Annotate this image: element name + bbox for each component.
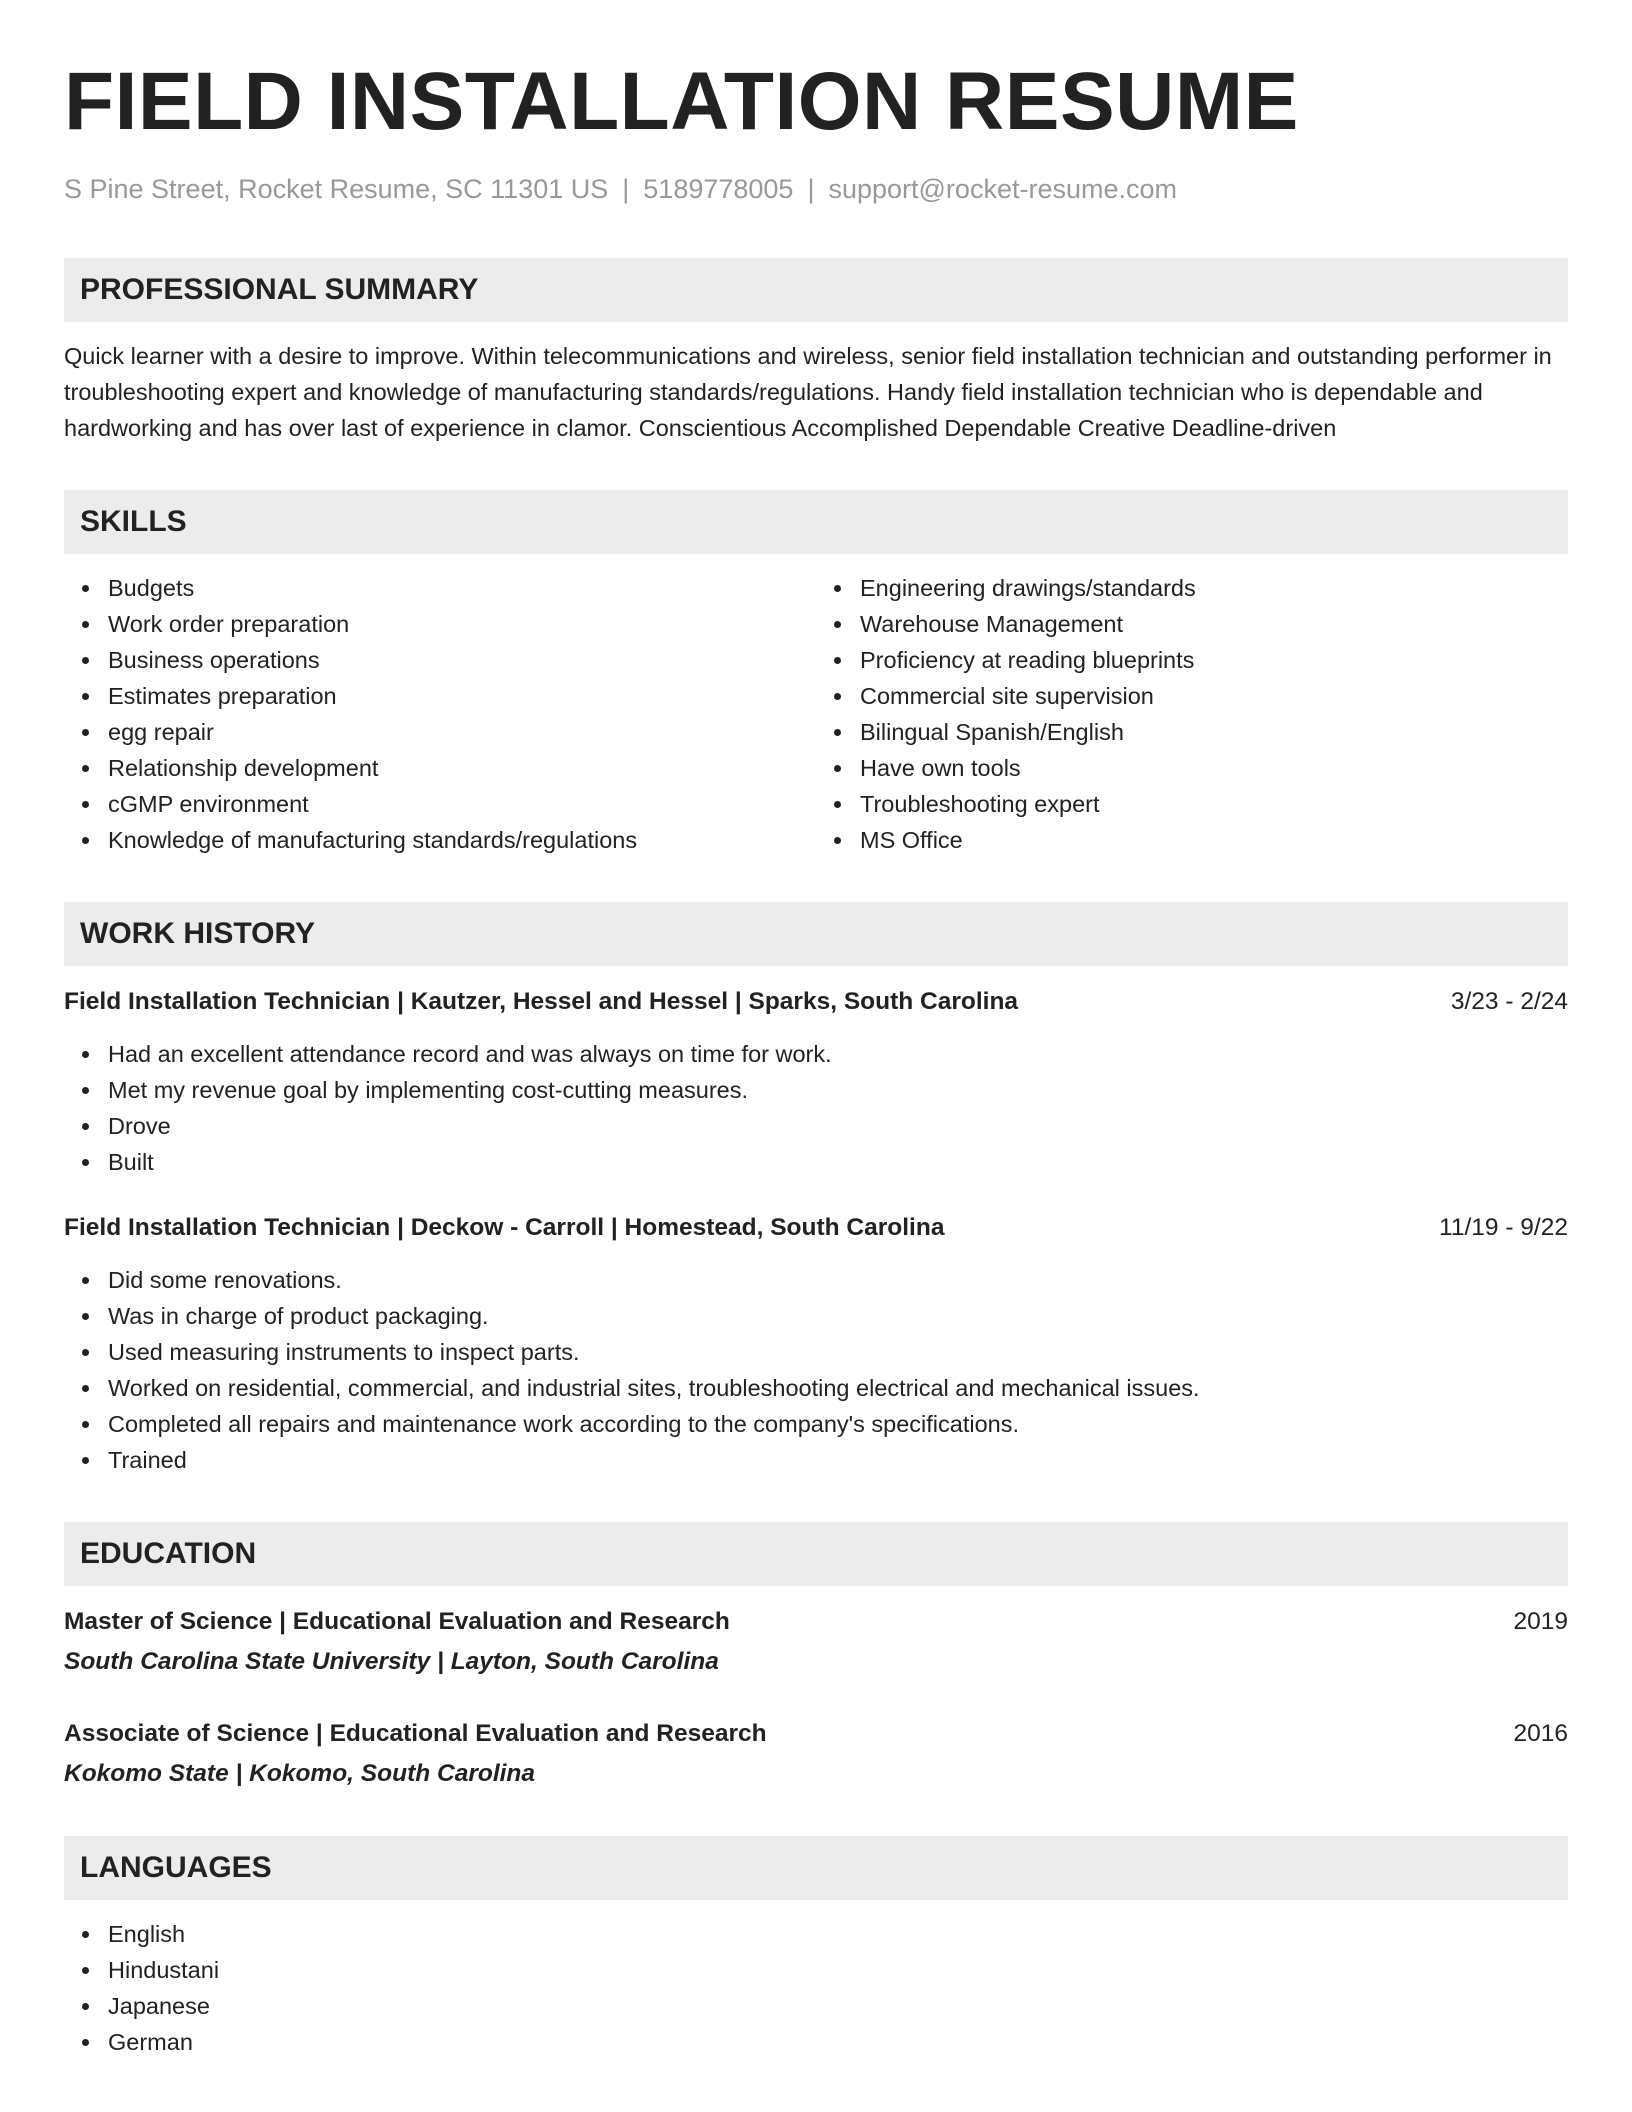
skills-heading: SKILLS xyxy=(64,490,1568,554)
language-item: Hindustani xyxy=(108,1952,1568,1988)
skills-left-column xyxy=(64,570,816,858)
languages-heading: LANGUAGES xyxy=(64,1836,1568,1900)
skill-item: Budgets xyxy=(108,570,816,606)
job-bullets xyxy=(64,1036,1568,1180)
skills-right-column xyxy=(816,570,1568,858)
skill-item: cGMP environment xyxy=(108,786,816,822)
skill-item: Warehouse Management xyxy=(860,606,1568,642)
skill-item: Engineering drawings/standards xyxy=(860,570,1568,606)
education-degree: Associate of Science | Educational Evaluation and Research xyxy=(64,1720,767,1747)
job-bullet: Built xyxy=(108,1144,1568,1180)
education-school: Kokomo State | Kokomo, South Carolina xyxy=(64,1760,536,1787)
job-bullet: Met my revenue goal by implementing cost-cutting measures. xyxy=(108,1072,1568,1108)
contact-phone: 5189778005 xyxy=(643,174,794,204)
skill-item: Relationship development xyxy=(108,750,816,786)
skill-item: Estimates preparation xyxy=(108,678,816,714)
education-year: 2016 xyxy=(1513,1720,1568,1747)
contact-line xyxy=(64,172,1568,206)
summary-heading: PROFESSIONAL SUMMARY xyxy=(64,258,1568,322)
skill-item: Proficiency at reading blueprints xyxy=(860,642,1568,678)
job-bullet: Drove xyxy=(108,1108,1568,1144)
education-school: South Carolina State University | Layton, South Carolina xyxy=(64,1648,719,1675)
job-bullet: Trained xyxy=(108,1442,1568,1478)
resume-title: FIELD INSTALLATION RESUME xyxy=(64,56,1299,147)
job-bullet: Did some renovations. xyxy=(108,1262,1568,1298)
contact-separator: | xyxy=(807,174,815,204)
summary-text: Quick learner with a desire to improve. Within telecommunications and wireless, senior field installation technician and outstanding performer in troubleshooting expert and knowledge of manufacturing standards/regulations. Handy field installation technician who is dependable and hardworking and has over last of experience in clamor. Conscientious Accomplished Dependable Creative Deadline-driven xyxy=(64,343,1552,441)
skill-item: Commercial site supervision xyxy=(860,678,1568,714)
skill-item: Work order preparation xyxy=(108,606,816,642)
skill-item: Knowledge of manufacturing standards/regulations xyxy=(108,822,816,858)
contact-separator: | xyxy=(622,174,630,204)
education-header xyxy=(64,1604,1568,1640)
education-year: 2019 xyxy=(1513,1608,1568,1635)
job-entry xyxy=(64,1210,1568,1478)
job-bullet: Had an excellent attendance record and was always on time for work. xyxy=(108,1036,1568,1072)
languages-list xyxy=(64,1916,1568,2060)
job-title: Field Installation Technician | Kautzer, Hessel and Hessel | Sparks, South Carolina xyxy=(64,988,1019,1015)
job-bullet: Worked on residential, commercial, and industrial sites, troubleshooting electrical and mechanical issues. xyxy=(108,1370,1568,1406)
education-header xyxy=(64,1716,1568,1752)
job-bullet: Used measuring instruments to inspect parts. xyxy=(108,1334,1568,1370)
work-history-heading: WORK HISTORY xyxy=(64,902,1568,966)
job-bullet: Completed all repairs and maintenance work according to the company's specifications. xyxy=(108,1406,1568,1442)
skill-item: Troubleshooting expert xyxy=(860,786,1568,822)
job-header xyxy=(64,984,1568,1020)
job-dates: 11/19 - 9/22 xyxy=(1439,1214,1568,1241)
contact-address: S Pine Street, Rocket Resume, SC 11301 US xyxy=(64,174,609,204)
skill-item: egg repair xyxy=(108,714,816,750)
education-entry xyxy=(64,1604,1568,1680)
skill-item: Have own tools xyxy=(860,750,1568,786)
job-header xyxy=(64,1210,1568,1246)
job-entry xyxy=(64,984,1568,1180)
job-dates: 3/23 - 2/24 xyxy=(1450,988,1568,1015)
skill-item: Bilingual Spanish/English xyxy=(860,714,1568,750)
language-item: English xyxy=(108,1916,1568,1952)
language-item: German xyxy=(108,2024,1568,2060)
job-title: Field Installation Technician | Deckow - Carroll | Homestead, South Carolina xyxy=(64,1214,945,1241)
contact-email: support@rocket-resume.com xyxy=(828,174,1177,204)
education-entry xyxy=(64,1716,1568,1792)
skill-item: Business operations xyxy=(108,642,816,678)
skill-item: MS Office xyxy=(860,822,1568,858)
skills-list xyxy=(64,570,1568,858)
language-item: Japanese xyxy=(108,1988,1568,2024)
job-bullet: Was in charge of product packaging. xyxy=(108,1298,1568,1334)
job-bullets xyxy=(64,1262,1568,1478)
education-heading: EDUCATION xyxy=(64,1522,1568,1586)
education-degree: Master of Science | Educational Evaluation and Research xyxy=(64,1608,730,1635)
